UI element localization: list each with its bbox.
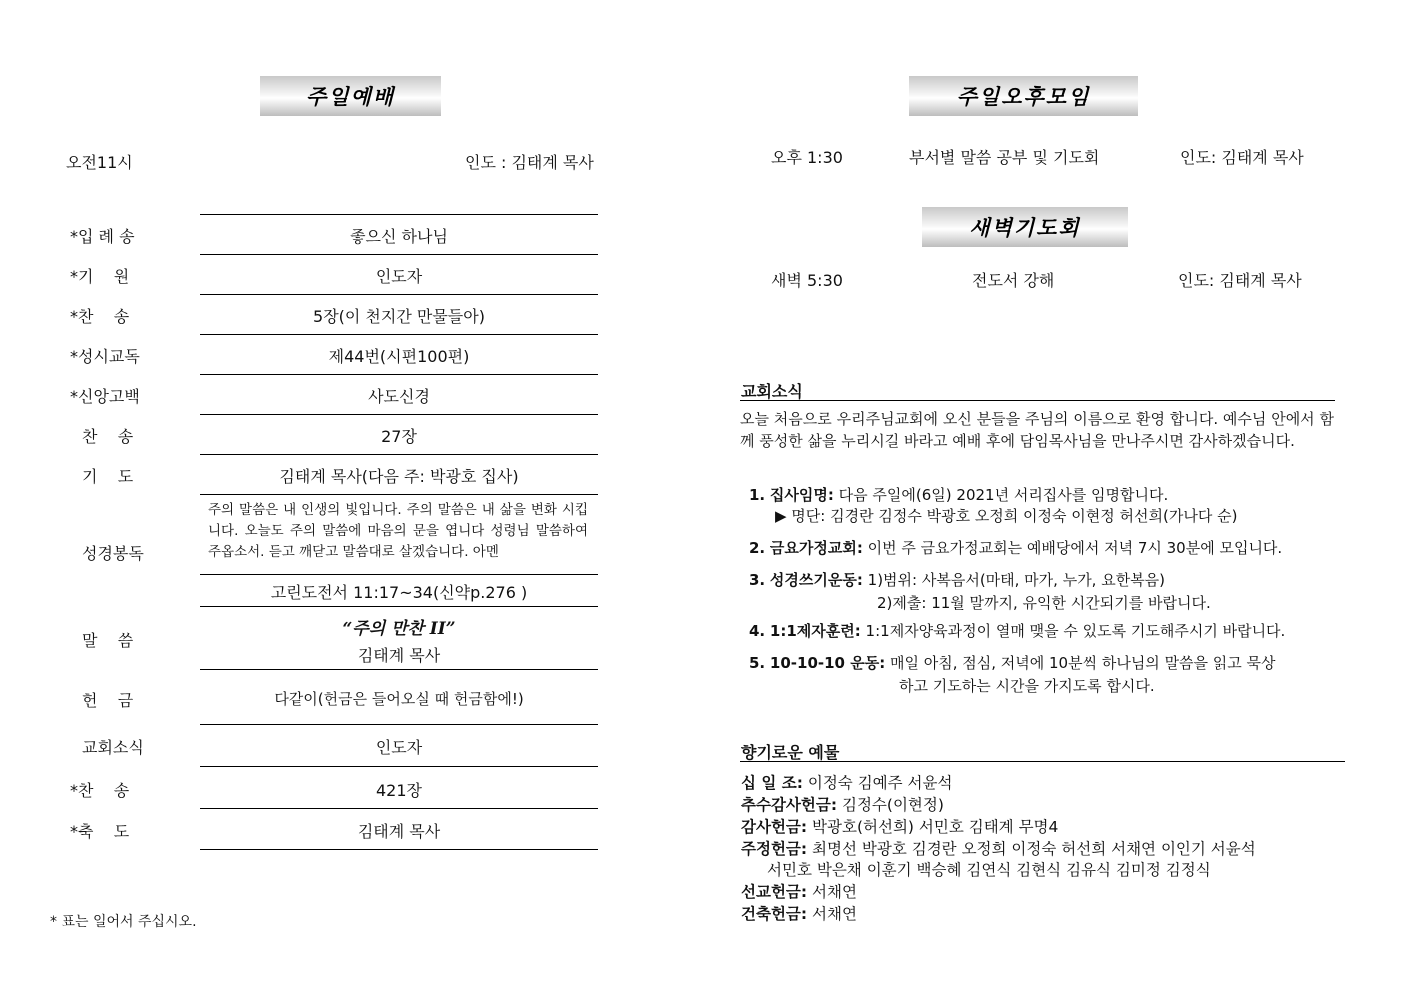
offering-row-label: 건축헌금:: [741, 905, 808, 923]
order-value: 5장(이 천지간 만물들아): [313, 307, 485, 326]
sunday-worship-title: 주일예배: [305, 85, 396, 109]
offering-row-names: 이정숙 김예주 서윤석: [807, 774, 953, 792]
dawn-leader: 인도: 김태계 목사: [1178, 271, 1302, 290]
news-item-text2: 하고 기도하는 시간을 가지도록 합시다.: [899, 677, 1155, 695]
afternoon-leader: 인도: 김태계 목사: [1180, 148, 1304, 167]
news-item-text: 매일 아침, 점심, 저녁에 10분씩 하나님의 말씀을 읽고 묵상: [889, 654, 1276, 672]
order-label: *찬 송: [70, 781, 130, 800]
worship-time: 오전11시: [66, 153, 133, 172]
offering-row-label: 주정헌금:: [741, 840, 808, 858]
sermon-preacher: 김태계 목사: [357, 646, 441, 665]
afternoon-title: 주일오후모임: [956, 85, 1091, 109]
news-item-num: 4.: [749, 622, 766, 640]
offering-row: [741, 793, 944, 815]
news-intro: 오늘 처음으로 우리주님교회에 오신 분들을 주님의 이름으로 환영 합니다. 예수님 안에서 함께 풍성한 삶을 누리시길 바라고 예배 후에 담임목사님을 만나주시면 감사하겠습니다.: [740, 410, 1334, 450]
offering-row-names: 최명선 박광호 김경란 오정희 이정숙 허선희 서채연 이인기 서윤석: [812, 840, 1256, 858]
order-rule: [200, 766, 598, 767]
standing-note: * 표는 일어서 주십시오.: [50, 914, 197, 930]
dawn-banner: [922, 207, 1128, 247]
sunday-worship-banner: [260, 76, 441, 116]
order-value: 제44번(시편100편): [328, 347, 470, 366]
news-item: [749, 569, 1165, 590]
order-rule: [200, 849, 598, 850]
news-item-num: 1.: [749, 486, 766, 504]
afternoon-desc: 부서별 말씀 공부 및 기도회: [909, 148, 1100, 167]
order-rule: [200, 254, 598, 255]
reading-label: 성경봉독: [82, 544, 144, 563]
order-value: 김태계 목사: [357, 822, 441, 841]
news-item: [749, 620, 1285, 641]
dawn-title: 새벽기도회: [969, 216, 1081, 240]
order-rule: [200, 414, 598, 415]
order-rule: [200, 574, 598, 575]
afternoon-banner: [909, 76, 1138, 116]
news-item-num: 2.: [749, 539, 766, 557]
news-item-text: 다음 주일에(6일) 2021년 서리집사를 임명합니다.: [838, 486, 1169, 504]
offering-value: 다같이(헌금은 들어오실 때 헌금함에!): [274, 690, 524, 708]
order-value: 인도자: [375, 267, 423, 286]
news-item-text: 이번 주 금요가정교회는 예배당에서 저녁 7시 30분에 모입니다.: [867, 539, 1283, 557]
reading-prayer: 주의 말씀은 내 인생의 빛입니다. 주의 말씀은 내 삶을 변화 시킵니다. 오늘도 주의 말씀에 마음의 문을 엽니다 성령님 말씀하여 주옵소서. 듣고 깨닫고 말씀대로 살겠습니다. 아멘: [208, 502, 588, 560]
news-rule: [740, 400, 1335, 401]
news-item-text: 1)범위: 사복음서(마태, 마가, 누가, 요한복음): [867, 571, 1166, 589]
offering-row-names: 서채연: [812, 905, 857, 923]
news-item-title: 1:1제자훈련:: [769, 622, 861, 640]
order-label: 교회소식: [82, 738, 144, 757]
order-label: *찬 송: [70, 307, 130, 326]
news-item-title: 성경쓰기운동:: [769, 571, 863, 589]
offering-row: [741, 902, 857, 924]
news-item-title: 집사임명:: [769, 486, 834, 504]
news-item-title: 10-10-10 운동:: [769, 654, 886, 672]
news-item: [749, 537, 1282, 558]
offering-row-label: 십 일 조:: [741, 774, 803, 792]
news-item-text2: ▶ 명단: 김경란 김정수 박광호 오정희 이정숙 이현정 허선희(가나다 순): [775, 507, 1238, 525]
offering-row-label: 선교헌금:: [741, 883, 808, 901]
offerings-heading: 향기로운 예물: [741, 743, 840, 762]
dawn-desc: 전도서 강해: [972, 271, 1055, 290]
order-value: 421장: [376, 781, 422, 800]
order-rule: [200, 669, 598, 670]
offering-row-label: 추수감사헌금:: [741, 796, 838, 814]
order-rule: [200, 334, 598, 335]
reading-passage: 고린도전서 11:17~34(신약p.276 ): [270, 583, 528, 602]
news-item-text2: 2)제출: 11월 말까지, 유익한 시간되기를 바랍니다.: [877, 594, 1211, 612]
order-label: *기 원: [70, 267, 130, 286]
order-rule: [200, 808, 598, 809]
afternoon-time: 오후 1:30: [771, 148, 843, 167]
offering-row: [741, 815, 1058, 837]
news-item-num: 5.: [749, 654, 766, 672]
order-value: 좋으신 하나님: [350, 227, 448, 246]
offering-row-names: 박광호(허선희) 서민호 김태계 무명4: [812, 818, 1059, 836]
order-label: *성시교독: [70, 347, 140, 366]
offering-label: 헌 금: [82, 691, 134, 710]
order-label: *축 도: [70, 822, 130, 841]
offering-row: [741, 771, 952, 793]
offering-row-label: 감사헌금:: [741, 818, 808, 836]
order-label: *입 례 송: [70, 227, 135, 246]
news-item-text: 1:1제자양육과정이 열매 맺을 수 있도록 기도해주시기 바랍니다.: [865, 622, 1286, 640]
news-item: [749, 484, 1168, 505]
sermon-title: “주의 만찬 II”: [342, 619, 456, 639]
order-value: 27장: [381, 427, 417, 446]
order-rule: [200, 294, 598, 295]
order-rule: [200, 606, 598, 607]
order-rule: [200, 494, 598, 495]
offering-row-names: 김정수(이현정): [841, 796, 944, 814]
order-rule: [200, 724, 598, 725]
offering-row-names: 서채연: [812, 883, 857, 901]
news-heading: 교회소식: [741, 382, 803, 401]
worship-leader: 인도 : 김태계 목사: [465, 153, 594, 172]
order-value: 인도자: [375, 738, 423, 757]
offerings-rule: [740, 761, 1345, 762]
dawn-time: 새벽 5:30: [771, 271, 843, 290]
order-label: 찬 송: [82, 427, 134, 446]
order-rule: [200, 454, 598, 455]
order-rule: [200, 214, 598, 215]
offering-row-names2: 서민호 박은채 이훈기 백승혜 김연식 김현식 김유식 김미정 김정식: [767, 861, 1211, 879]
sermon-label: 말 씀: [82, 631, 134, 650]
offering-row: [741, 880, 857, 902]
news-item-title: 금요가정교회:: [769, 539, 863, 557]
news-item-num: 3.: [749, 571, 766, 589]
order-label: 기 도: [82, 467, 134, 486]
offering-row: [741, 837, 1256, 859]
news-item: [749, 652, 1276, 673]
order-label: *신앙고백: [70, 387, 140, 406]
order-value: 김태계 목사(다음 주: 박광호 집사): [279, 467, 519, 486]
order-rule: [200, 374, 598, 375]
order-value: 사도신경: [368, 387, 430, 406]
